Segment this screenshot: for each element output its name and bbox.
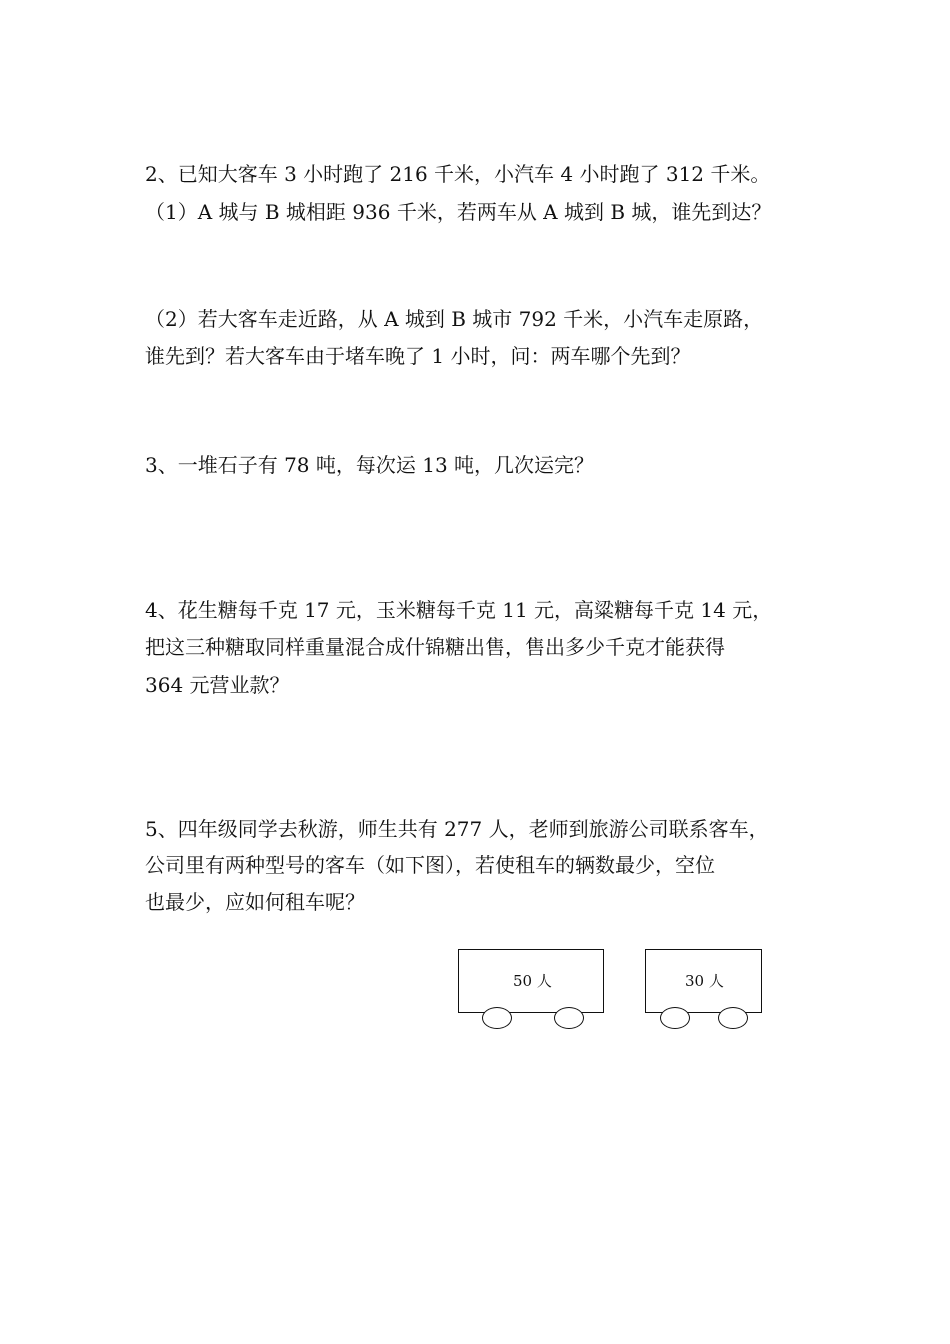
q5-line2: 公司里有两种型号的客车（如下图），若使租车的辆数最少，空位 [145, 853, 715, 877]
bus-large-rear-wheel [554, 1007, 584, 1029]
bus-small [645, 949, 763, 1034]
bus-large-label: 50 人 [513, 972, 552, 990]
bus-small-label: 30 人 [685, 972, 724, 990]
q2-sub2-line2: 谁先到？若大客车由于堵车晚了 1 小时，问：两车哪个先到？ [145, 344, 691, 368]
bus-small-rear-wheel [718, 1007, 748, 1029]
q4-line2: 把这三种糖取同样重量混合成什锦糖出售，售出多少千克才能获得 [145, 635, 725, 659]
q2-line1: 2、已知大客车 3 小时跑了 216 千米，小汽车 4 小时跑了 312 千米。 [145, 162, 771, 186]
bus-large-front-wheel [482, 1007, 512, 1029]
q2-sub2-line1: （2）若大客车走近路，从 A 城到 B 城市 792 千米，小汽车走原路， [145, 307, 764, 331]
q5-line1: 5、四年级同学去秋游，师生共有 277 人，老师到旅游公司联系客车， [145, 817, 769, 841]
q5-line3: 也最少，应如何租车呢？ [145, 890, 365, 914]
q4-line3: 364 元营业款？ [145, 673, 290, 697]
bus-large [458, 949, 605, 1034]
q2-sub1: （1）A 城与 B 城相距 936 千米，若两车从 A 城到 B 城，谁先到达？ [145, 200, 772, 224]
q4-line1: 4、花生糖每千克 17 元，玉米糖每千克 11 元，高粱糖每千克 14 元， [145, 598, 773, 622]
q3-line1: 3、一堆石子有 78 吨，每次运 13 吨，几次运完？ [145, 453, 595, 477]
bus-small-front-wheel [660, 1007, 690, 1029]
